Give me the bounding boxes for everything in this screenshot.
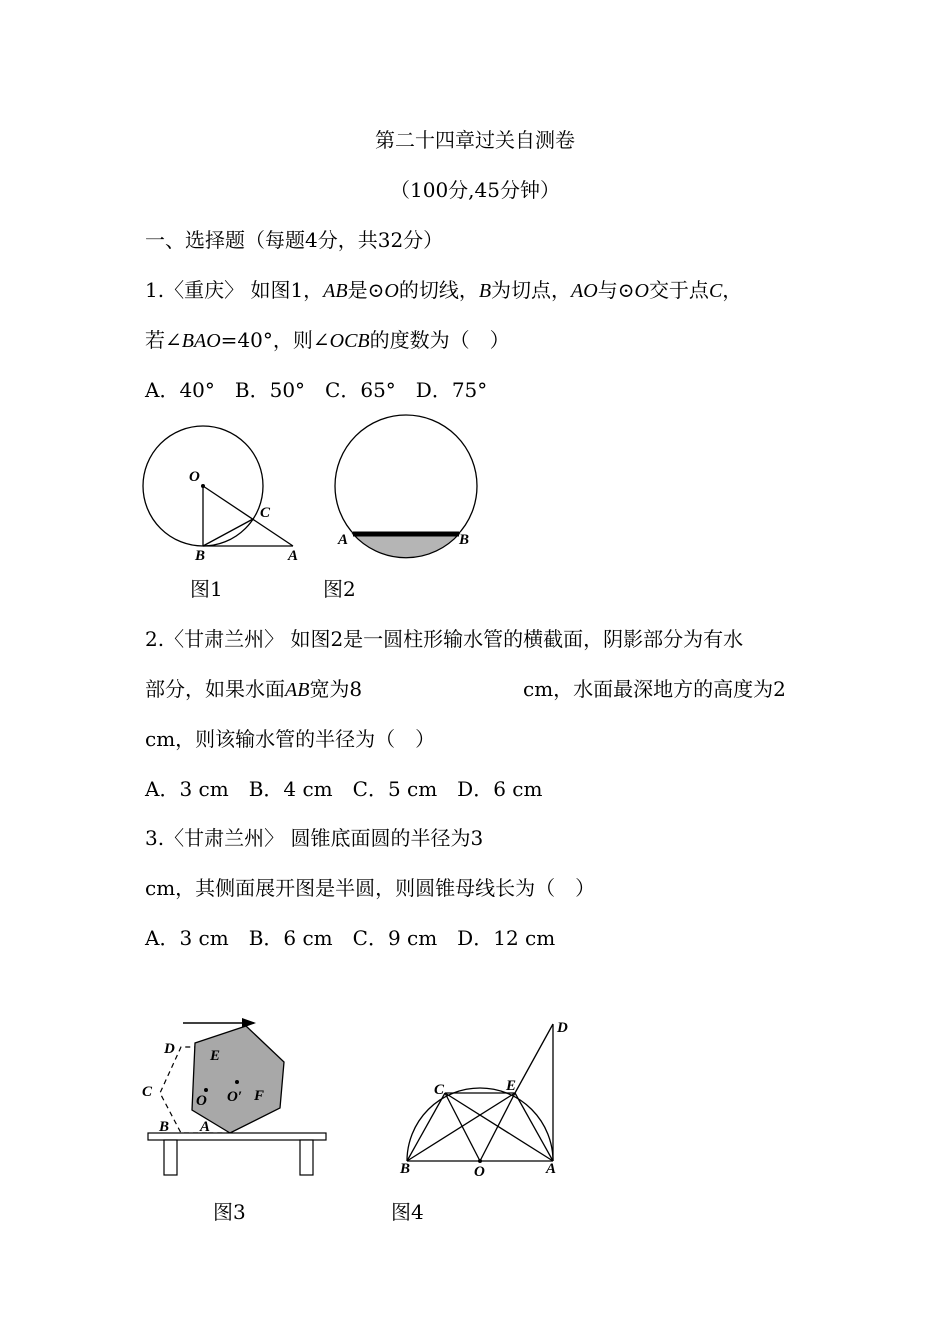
fig4-label-b: B	[400, 1161, 411, 1177]
question-3-line-2: cm，其侧面展开图是半圆，则圆锥母线长为（ ）	[145, 876, 596, 900]
question-1-options: A．40° B．50° C．65° D．75°	[145, 378, 488, 402]
fig4-label-o: O	[474, 1164, 485, 1180]
question-2-options: A．3 cm B．4 cm C．5 cm D．6 cm	[145, 777, 543, 801]
fig3-label-o: O	[196, 1093, 207, 1109]
fig1-label-b: B	[195, 548, 206, 564]
fig3-label-a: A	[200, 1119, 211, 1135]
fig3-label-d: D	[164, 1041, 175, 1057]
q1-t3: 为切点，	[491, 278, 572, 302]
fig2-label-b: B	[459, 532, 470, 548]
fig4-label-c: C	[434, 1082, 445, 1098]
question-2-line-3: cm，则该输水管的半径为（ ）	[145, 727, 436, 751]
question-3-options: A．3 cm B．6 cm C．9 cm D．12 cm	[145, 926, 556, 950]
figure-1-diagram	[138, 410, 313, 568]
q1-ab: AB	[323, 280, 348, 302]
q1-bao: BAO	[181, 330, 221, 352]
q1-line2c: 的度数为（ ）	[369, 328, 510, 352]
question-2-line-1: 2.〈甘肃兰州〉 如图2是一圆柱形输水管的横截面，阴影部分为有水	[145, 627, 744, 651]
fig1-label-c: C	[260, 505, 271, 521]
fig3-shaded-polygon	[192, 1026, 284, 1133]
fig3-table-leg-left	[164, 1140, 177, 1175]
fig2-label-a: A	[338, 532, 349, 548]
fig3-dot-o-prime	[235, 1080, 239, 1084]
q1-t2: 的切线，	[398, 278, 479, 302]
q1-t4: 与⊙	[597, 278, 635, 302]
question-1-line-2	[145, 328, 510, 353]
fig1-segment-oa	[203, 486, 293, 546]
section-heading: 一、选择题（每题4分，共32分）	[145, 228, 444, 252]
fig3-label-b: B	[159, 1119, 170, 1135]
q2-line2b: 宽为8	[309, 677, 363, 701]
figure-3-diagram	[138, 1010, 333, 1180]
q1-ao: AO	[571, 280, 598, 302]
figure-2-diagram	[325, 410, 485, 568]
fig1-segment-bc	[203, 519, 253, 546]
fig1-center-dot	[201, 484, 205, 488]
fig3-label-e: E	[210, 1048, 221, 1064]
q1-b: B	[478, 280, 492, 302]
q1-line2a: 若∠	[145, 328, 182, 352]
figure-4-caption: 图4	[391, 1200, 424, 1224]
figure-4-diagram	[395, 1010, 585, 1180]
fig4-segment-ae	[515, 1093, 553, 1161]
fig4-segment-oe	[480, 1093, 515, 1161]
q1-c: C	[708, 280, 723, 302]
fig3-label-f: F	[254, 1088, 265, 1104]
fig1-label-a: A	[288, 548, 299, 564]
fig3-dot-o	[204, 1088, 208, 1092]
q1-t6: ，	[722, 278, 743, 302]
figure-1-caption: 图1	[190, 577, 223, 601]
fig4-label-a: A	[546, 1161, 557, 1177]
q2-ab: AB	[285, 679, 310, 701]
fig2-water-segment	[353, 534, 459, 558]
page-subtitle: （100分,45分钟）	[390, 178, 560, 202]
fig4-label-e: E	[506, 1078, 517, 1094]
fig1-label-o: O	[189, 469, 200, 485]
question-2-line-2	[145, 677, 362, 702]
fig3-label-o-prime: O′	[227, 1089, 243, 1105]
question-2-line-2-end: cm，水面最深地方的高度为2	[523, 677, 786, 701]
q2-line2a: 部分，如果水面	[145, 677, 285, 701]
q1-t1: 是⊙	[347, 278, 385, 302]
q1-o2: O	[634, 280, 649, 302]
fig4-segment-de	[515, 1024, 553, 1093]
q1-ocb: OCB	[329, 330, 370, 352]
q1-line2b: =40°，则∠	[220, 328, 330, 352]
q1-prefix: 1.〈重庆〉 如图1，	[145, 278, 324, 302]
page-title: 第二十四章过关自测卷	[375, 128, 575, 152]
q1-t5: 交于点	[648, 278, 709, 302]
fig3-table-leg-right	[300, 1140, 313, 1175]
fig4-semicircle	[407, 1088, 553, 1161]
fig3-table-top	[148, 1133, 326, 1140]
fig4-label-d: D	[557, 1020, 568, 1036]
question-3-line-1: 3.〈甘肃兰州〉 圆锥底面圆的半径为3	[145, 826, 484, 850]
figure-3-caption: 图3	[213, 1200, 246, 1224]
fig4-center-dot	[478, 1159, 482, 1163]
figure-2-caption: 图2	[323, 577, 356, 601]
fig4-segment-oc	[445, 1093, 480, 1161]
q1-o1: O	[384, 280, 399, 302]
fig4-segment-bc	[407, 1093, 445, 1161]
question-1-line-1	[145, 278, 742, 303]
fig3-label-c: C	[142, 1084, 153, 1100]
